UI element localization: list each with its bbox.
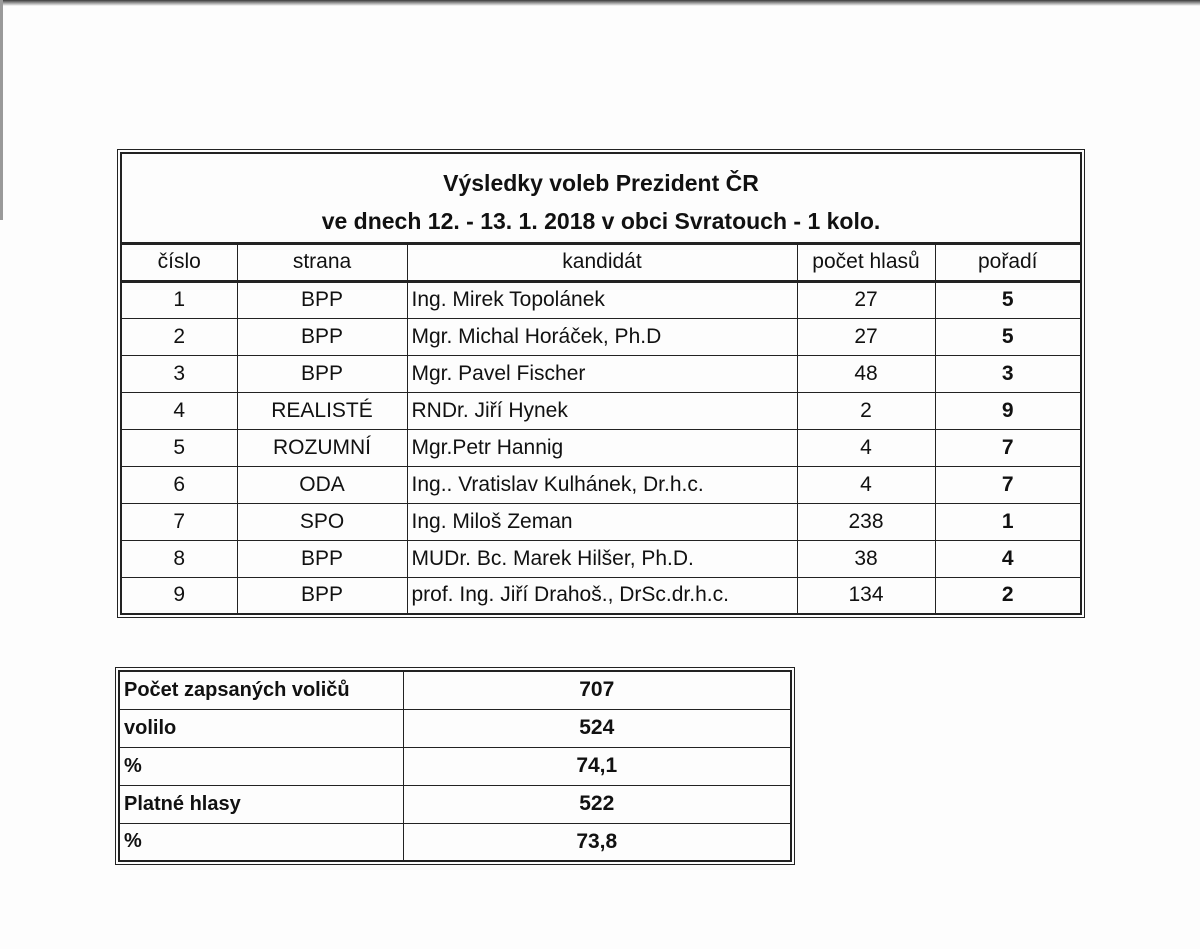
table-row [121,281,1081,318]
results-table [120,152,1082,615]
cell-votes: 48 [797,355,935,392]
cell-party: BPP [237,540,407,577]
cell-number: 5 [121,429,237,466]
header-strana: strana [237,243,407,281]
summary-row [119,671,791,709]
header-pocet-hlasu: počet hlasů [797,243,935,281]
summary-row [119,709,791,747]
cell-number: 3 [121,355,237,392]
title-row [121,153,1081,243]
summary-value: 707 [403,671,791,709]
cell-rank: 7 [935,429,1081,466]
cell-rank: 3 [935,355,1081,392]
header-cislo: číslo [121,243,237,281]
cell-votes: 4 [797,466,935,503]
cell-party: ODA [237,466,407,503]
cell-number: 9 [121,577,237,614]
cell-party: BPP [237,318,407,355]
summary-label: Platné hlasy [119,785,403,823]
cell-candidate: Ing. Mirek Topolánek [407,281,797,318]
results-table-frame [117,149,1085,618]
summary-row [119,785,791,823]
summary-value: 74,1 [403,747,791,785]
header-kandidat: kandidát [407,243,797,281]
summary-row [119,747,791,785]
table-row [121,540,1081,577]
cell-votes: 27 [797,281,935,318]
cell-rank: 5 [935,318,1081,355]
cell-candidate: Ing.. Vratislav Kulhánek, Dr.h.c. [407,466,797,503]
summary-value: 73,8 [403,823,791,861]
summary-table-frame [115,667,795,865]
header-poradi: pořadí [935,243,1081,281]
summary-label: volilo [119,709,403,747]
cell-party: REALISTÉ [237,392,407,429]
cell-rank: 4 [935,540,1081,577]
cell-candidate: Mgr. Pavel Fischer [407,355,797,392]
summary-label: % [119,747,403,785]
table-row [121,429,1081,466]
table-row [121,355,1081,392]
title-line-2: ve dnech 12. - 13. 1. 2018 v obci Svratouch - 1 kolo. [321,207,881,234]
cell-votes: 4 [797,429,935,466]
summary-table [118,670,792,862]
cell-rank: 5 [935,281,1081,318]
cell-candidate: RNDr. Jiří Hynek [407,392,797,429]
cell-number: 1 [121,281,237,318]
cell-votes: 2 [797,392,935,429]
cell-candidate: prof. Ing. Jiří Drahoš., DrSc.dr.h.c. [407,577,797,614]
cell-votes: 38 [797,540,935,577]
cell-candidate: Ing. Miloš Zeman [407,503,797,540]
table-row [121,466,1081,503]
cell-party: BPP [237,281,407,318]
title-line-1: Výsledky voleb Prezident ČR [443,169,759,196]
summary-row [119,823,791,861]
table-row [121,392,1081,429]
scan-edge-left [0,0,3,220]
cell-candidate: Mgr.Petr Hannig [407,429,797,466]
table-row [121,503,1081,540]
scan-edge-top [0,0,1200,6]
cell-candidate: Mgr. Michal Horáček, Ph.D [407,318,797,355]
cell-candidate: MUDr. Bc. Marek Hilšer, Ph.D. [407,540,797,577]
summary-label: % [119,823,403,861]
cell-number: 4 [121,392,237,429]
cell-votes: 27 [797,318,935,355]
cell-votes: 238 [797,503,935,540]
cell-party: ROZUMNÍ [237,429,407,466]
cell-number: 7 [121,503,237,540]
summary-label: Počet zapsaných voličů [119,671,403,709]
cell-number: 6 [121,466,237,503]
cell-votes: 134 [797,577,935,614]
table-row [121,577,1081,614]
header-row [121,243,1081,281]
cell-rank: 7 [935,466,1081,503]
table-row [121,318,1081,355]
cell-rank: 9 [935,392,1081,429]
table-title [121,153,1081,243]
cell-party: BPP [237,577,407,614]
cell-party: SPO [237,503,407,540]
cell-number: 8 [121,540,237,577]
summary-value: 524 [403,709,791,747]
cell-party: BPP [237,355,407,392]
summary-value: 522 [403,785,791,823]
cell-rank: 1 [935,503,1081,540]
cell-rank: 2 [935,577,1081,614]
cell-number: 2 [121,318,237,355]
